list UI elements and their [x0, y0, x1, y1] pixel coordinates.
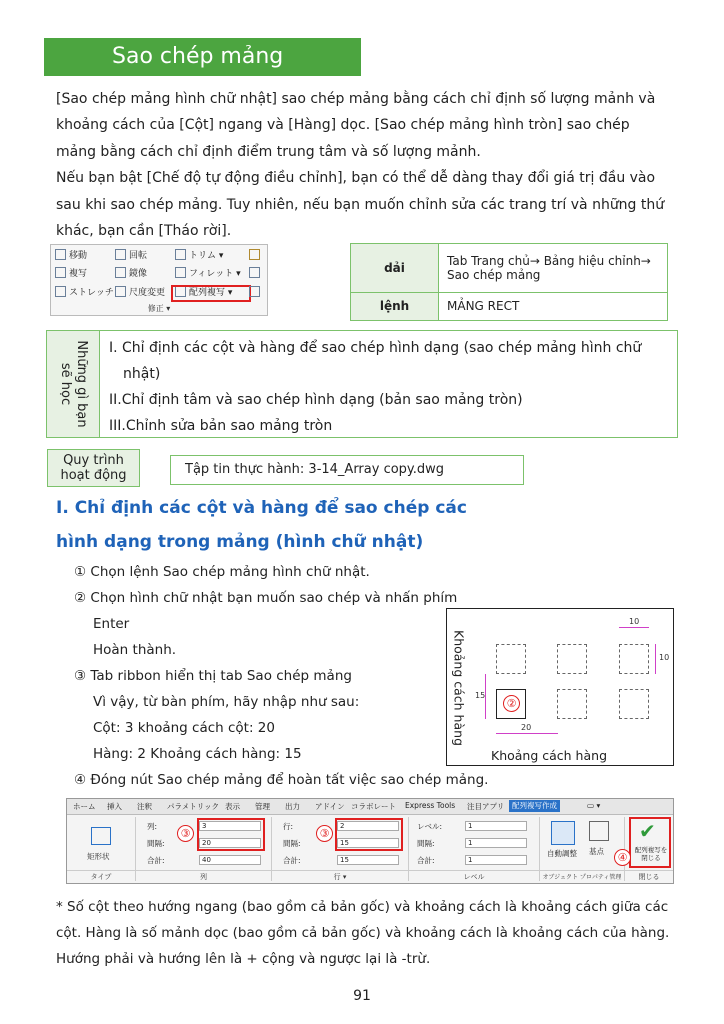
step: Hàng: 2 Khoảng cách hàng: 15	[93, 746, 302, 762]
dimension-line	[496, 733, 558, 734]
base-point-icon	[589, 821, 609, 841]
type-label: 矩形状	[87, 852, 110, 861]
col-spacing-field: 20	[199, 838, 261, 848]
step-4-marker: ④	[614, 849, 631, 866]
dimension-top: 10	[629, 617, 640, 626]
group-levels: レベル	[409, 870, 539, 884]
fillet-icon	[175, 267, 186, 278]
rotate-tool: 回転	[115, 249, 147, 263]
vertical-label: Khoảng cách hàng	[451, 630, 467, 746]
level-spacing-field: 1	[465, 838, 527, 848]
checkmark-icon: ✔	[639, 819, 656, 843]
row-count-label: 行:	[283, 822, 294, 831]
dimension-bottom: 20	[521, 723, 532, 732]
group-type: タイプ	[67, 870, 135, 884]
auto-adjust-label: 自動調整	[547, 849, 577, 858]
step: Enter	[93, 616, 130, 632]
intro-paragraph: Nếu bạn bật [Chế độ tự động điều chỉnh], bạn có thể dễ dàng thay đổi giá trị đầu vào sau khi sao chép mảng. Tuy nhiên, nếu bạn muốn chỉnh sửa các trang trí và những thứ khác, bạn cần [Tháo rời].	[56, 170, 665, 240]
ribbon-tab: コラボレート	[351, 802, 396, 811]
array-tool: 配列複写 ▾	[175, 286, 232, 300]
level-count-field: 1	[465, 821, 527, 831]
command-value: MẢNG RECT	[439, 292, 668, 320]
level-total-label: 合計:	[417, 856, 435, 865]
level-total-field: 1	[465, 855, 527, 865]
ribbon-tab: 管理	[255, 802, 270, 811]
modify-panel-screenshot	[50, 244, 268, 316]
group-columns: 列	[136, 870, 271, 884]
col-total-field: 40	[199, 855, 261, 865]
group-close: 閉じる	[625, 870, 673, 884]
learning-list	[109, 335, 669, 439]
page-number: 91	[353, 988, 371, 1004]
associative-icon	[551, 821, 575, 845]
col-count-label: 列:	[147, 822, 158, 831]
ribbon-tabs	[67, 799, 673, 815]
scale-tool: 尺度変更	[115, 286, 165, 300]
table-row	[351, 244, 668, 293]
ribbon-path: Tab Trang chủ→ Bảng hiệu chỉnh→ Sao chép mảng	[439, 244, 668, 293]
step-2-marker: ②	[503, 695, 520, 712]
row-count-field: 2	[337, 821, 399, 831]
command-label: lệnh	[351, 292, 439, 320]
layer-icon	[249, 267, 263, 281]
group-rows: 行 ▾	[272, 870, 408, 884]
ribbon-tab: パラメトリック	[167, 802, 219, 811]
ribbon-tab: 出力	[285, 802, 300, 811]
step: ② Chọn hình chữ nhật bạn muốn sao chép và nhấn phím	[74, 590, 458, 606]
section-heading: I. Chỉ định các cột và hàng để sao chép các	[56, 498, 467, 518]
command-info-table	[350, 243, 668, 321]
row-total-label: 合計:	[283, 856, 301, 865]
col-spacing-label: 間隔:	[147, 839, 165, 848]
footnote: * Số cột theo hướng ngang (bao gồm cả bản gốc) và khoảng cách là khoảng cách giữa các cột. Hàng là số mảnh dọc (bao gồm cả bản gốc) và khoảng cách là khoảng cách của hàng. Hướng phải và hướng lên là + cộng và ngược lại là -trừ.	[56, 899, 670, 968]
level-spacing-label: 間隔:	[417, 839, 435, 848]
array-diagram	[446, 608, 674, 766]
pen-icon	[249, 249, 263, 263]
stretch-tool: ストレッチ	[55, 286, 114, 300]
trim-icon	[175, 249, 186, 260]
row-highlight	[335, 818, 403, 851]
step: Hoàn thành.	[93, 642, 177, 658]
page-title: Sao chép mảng	[44, 38, 361, 76]
mirror-tool: 鏡像	[115, 267, 147, 281]
array-ribbon-screenshot	[66, 798, 674, 884]
list-item: nhật)	[123, 366, 161, 382]
ribbon-tab: ホーム	[73, 802, 96, 811]
base-point-label: 基点	[589, 847, 604, 856]
fillet-tool: フィレット ▾	[175, 267, 241, 281]
step-3-marker: ③	[177, 825, 194, 842]
step: ① Chọn lệnh Sao chép mảng hình chữ nhật.	[74, 564, 370, 580]
panel-footer: 修正 ▾	[147, 304, 171, 313]
mirror-icon	[115, 267, 126, 278]
list-item: II.Chỉ định tâm và sao chép hình dạng (bản sao mảng tròn)	[109, 392, 523, 408]
list-item: I. Chỉ định các cột và hàng để sao chép hình dạng (sao chép mảng hình chữ	[109, 340, 642, 356]
step: ④ Đóng nút Sao chép mảng để hoàn tất việc sao chép mảng.	[74, 772, 489, 788]
ribbon-tab-active: 配列複写作成	[509, 800, 560, 812]
rectangular-type-icon	[91, 827, 111, 845]
practice-file: Tập tin thực hành: 3-14_Array copy.dwg	[170, 455, 524, 485]
copy-tool: 複写	[55, 267, 87, 281]
array-copy	[557, 689, 587, 719]
rotate-icon	[115, 249, 126, 260]
offset-icon	[249, 286, 263, 300]
row-spacing-field: 15	[337, 838, 399, 848]
ribbon-tab: 注釈	[137, 802, 152, 811]
horizontal-label: Khoảng cách hàng	[491, 748, 607, 763]
array-copy	[619, 689, 649, 719]
steps-list	[74, 559, 489, 793]
ribbon-tab: 挿入	[107, 802, 122, 811]
copy-icon	[55, 267, 66, 278]
learning-box	[46, 330, 678, 438]
list-item: III.Chỉnh sửa bản sao mảng tròn	[109, 418, 333, 434]
step-3-marker: ③	[316, 825, 333, 842]
ribbon-tab: アドイン	[315, 802, 345, 811]
scale-icon	[115, 286, 126, 297]
dimension-left: 15	[475, 691, 486, 700]
section-heading-line2: hình dạng trong mảng (hình chữ nhật)	[56, 532, 424, 552]
intro-paragraph: [Sao chép mảng hình chữ nhật] sao chép mảng bằng cách chỉ định số lượng mảnh và khoảng cách của [Cột] ngang và [Hàng] dọc. [Sao chép mảng hình tròn] sao chép mảng bằng cách chỉ định điểm trung tâm và số lượng mảnh.	[56, 91, 656, 160]
workflow-label: Quy trình hoạt động	[47, 449, 140, 487]
dimension-right: 10	[659, 653, 670, 662]
move-tool: 移動	[55, 249, 87, 263]
trim-tool: トリム ▾	[175, 249, 223, 263]
row-spacing-label: 間隔:	[283, 839, 301, 848]
dimension-line	[655, 644, 656, 674]
learning-label: Những gì bạn sẽ học	[47, 331, 100, 437]
step: Vì vậy, từ bàn phím, hãy nhập như sau:	[93, 694, 360, 710]
col-highlight	[197, 818, 265, 851]
col-total-label: 合計:	[147, 856, 165, 865]
table-row	[351, 292, 668, 320]
ribbon-tab: Express Tools	[405, 801, 456, 810]
ribbon-tab: 表示	[225, 802, 240, 811]
move-icon	[55, 249, 66, 260]
step: Cột: 3 khoảng cách cột: 20	[93, 720, 275, 736]
step: ③ Tab ribbon hiển thị tab Sao chép mảng	[74, 668, 352, 684]
col-count-field: 3	[199, 821, 261, 831]
array-copy	[619, 644, 649, 674]
ribbon-tab-extra: ▭ ▾	[587, 801, 601, 810]
dimension-line	[619, 627, 649, 628]
intro-text	[56, 86, 668, 244]
ribbon-label: dải	[351, 244, 439, 293]
array-highlight	[171, 285, 251, 302]
row-total-field: 15	[337, 855, 399, 865]
close-array-button[interactable]: 配列複写を閉じる	[634, 846, 668, 862]
array-copy	[557, 644, 587, 674]
array-copy	[496, 644, 526, 674]
group-properties: オブジェクト プロパティ管理	[540, 870, 624, 884]
level-count-label: レベル:	[417, 822, 443, 831]
stretch-icon	[55, 286, 66, 297]
ribbon-tab: 注目アプリ	[467, 802, 505, 811]
